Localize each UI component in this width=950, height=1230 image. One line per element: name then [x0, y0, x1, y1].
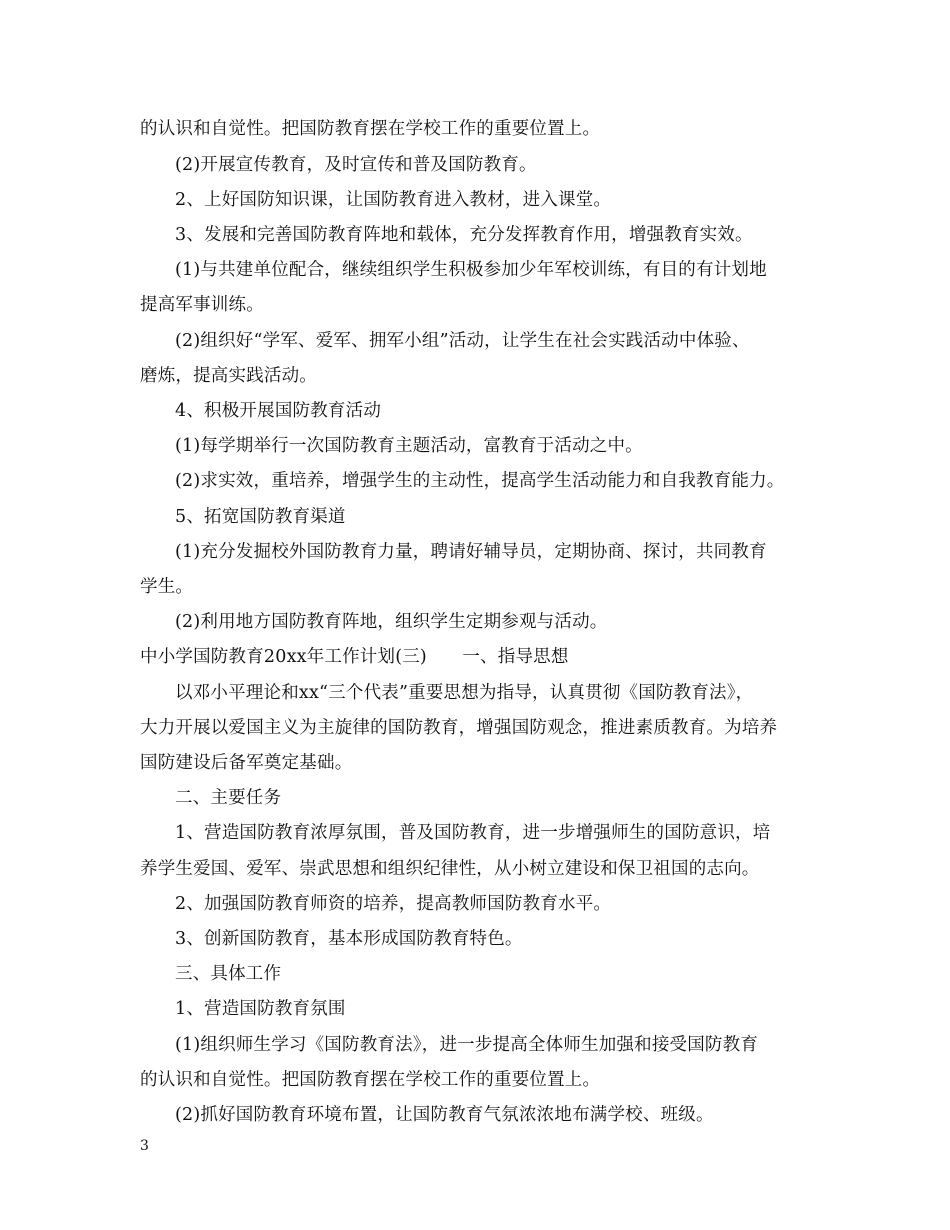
- text-line: (2)求实效，重培养，增强学生的主动性，提高学生活动能力和自我教育能力。: [175, 471, 785, 491]
- text-line: 4、积极开展国防教育活动: [175, 401, 382, 421]
- text-line: 磨炼，提高实践活动。: [140, 366, 317, 386]
- text-line: (1)充分发掘校外国防教育力量，聘请好辅导员，定期协商、探讨，共同教育: [175, 542, 767, 562]
- text-line: (2)组织好“学军、爱军、拥军小组”活动，让学生在社会实践活动中体验、: [175, 331, 750, 351]
- text-line: 以邓小平理论和xx“三个代表”重要思想为指导，认真贯彻《国防教育法》，: [175, 683, 754, 703]
- text-line: 1、营造国防教育浓厚氛围，普及国防教育，进一步增强师生的国防意识，培: [175, 823, 771, 843]
- text-line: (2)开展宣传教育，及时宣传和普及国防教育。: [175, 155, 537, 175]
- text-line: 大力开展以爱国主义为主旋律的国防教育，增强国防观念，推进素质教育。为培养: [140, 718, 778, 738]
- text-line: 3、创新国防教育，基本形成国防教育特色。: [175, 929, 523, 949]
- text-line: 的认识和自觉性。把国防教育摆在学校工作的重要位置上。: [140, 119, 601, 139]
- text-line: (2)抓好国防教育环境布置，让国防教育气氛浓浓地布满学校、班级。: [175, 1105, 714, 1125]
- text-line: 3、发展和完善国防教育阵地和载体，充分发挥教育作用，增强教育实效。: [175, 225, 753, 245]
- text-line: (2)利用地方国防教育阵地，组织学生定期参观与活动。: [175, 612, 608, 632]
- text-line: (1)与共建单位配合，继续组织学生积极参加少年军校训练，有目的有计划地: [175, 260, 767, 280]
- text-line: 中小学国防教育20xx年工作计划(三) 一、指导思想: [140, 647, 569, 667]
- page-number: 3: [140, 1138, 149, 1154]
- text-line: (1)每学期举行一次国防教育主题活动，富教育于活动之中。: [175, 436, 643, 456]
- text-line: 1、营造国防教育氛围: [175, 999, 346, 1019]
- section-heading: 三、具体工作: [175, 964, 282, 984]
- text-line: 5、拓宽国防教育渠道: [175, 507, 346, 527]
- text-line: 养学生爱国、爱军、崇武思想和组织纪律性，从小树立建设和保卫祖国的志向。: [140, 859, 760, 879]
- text-line: 提高军事训练。: [140, 295, 264, 315]
- text-line: (1)组织师生学习《国防教育法》，进一步提高全体师生加强和接受国防教育: [175, 1035, 759, 1055]
- text-line: 2、加强国防教育师资的培养，提高教师国防教育水平。: [175, 894, 612, 914]
- text-line: 学生。: [140, 577, 194, 597]
- text-line: 国防建设后备军奠定基础。: [140, 753, 353, 773]
- text-line: 2、上好国防知识课，让国防教育进入教材，进入课堂。: [175, 190, 612, 210]
- section-heading: 二、主要任务: [175, 788, 282, 808]
- text-line: 的认识和自觉性。把国防教育摆在学校工作的重要位置上。: [140, 1070, 601, 1090]
